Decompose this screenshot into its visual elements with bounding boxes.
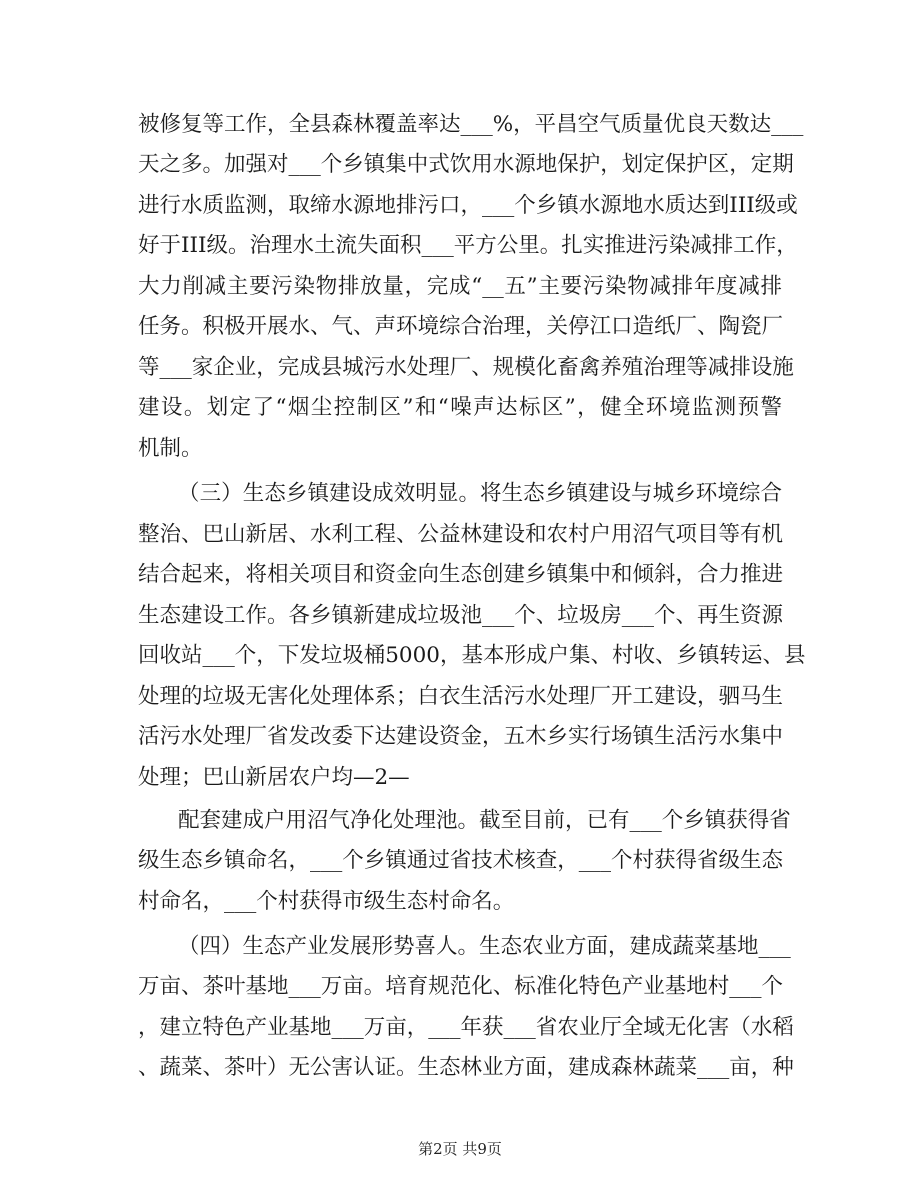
text-line: 好于III级。治理水土流失面积___平方公里。扎实推进污染减排工作， <box>138 233 798 258</box>
paragraph-heading-line: （三）生态乡镇建设成效明显。将生态乡镇建设与城乡环境综合 <box>178 481 782 506</box>
text-line: 村命名，___个村获得市级生态村命名。 <box>138 889 515 914</box>
text-line: 大力削减主要污染物排放量，完成“__五”主要污染物减排年度减排 <box>138 274 782 299</box>
text-line: 等___家企业，完成县城污水处理厂、规模化畜禽养殖治理等减排设施 <box>138 355 794 380</box>
text-line: 天之多。加强对___个乡镇集中式饮用水源地保护，划定保护区，定期 <box>138 152 794 177</box>
text-line: 活污水处理厂省发改委下达建设资金，五木乡实行场镇生活污水集中 <box>138 724 784 749</box>
text-line: ，建立特色产业基地___万亩，___年获___省农业厅全域无化害（水稻 <box>138 1015 794 1040</box>
text-line: 处理的垃圾无害化处理体系；白衣生活污水处理厂开工建设，驷马生 <box>138 684 784 709</box>
text-line: 配套建成户用沼气净化处理池。截至目前，已有___个乡镇获得省 <box>178 808 791 833</box>
text-line: 生态建设工作。各乡镇新建成垃圾池___个、垃圾房___个、再生资源 <box>138 603 784 628</box>
text-line: 回收站___个，下发垃圾桶5000，基本形成户集、村收、乡镇转运、县 <box>138 643 806 668</box>
text-line: 机制。 <box>138 436 203 461</box>
text-line: 、蔬菜、茶叶）无公害认证。生态林业方面，建成森林蔬菜___亩，种 <box>138 1055 794 1080</box>
text-line: 处理；巴山新居农户均—2— <box>138 765 410 790</box>
text-line: 任务。积极开展水、气、声环境综合治理，关停江口造纸厂、陶瓷厂 <box>138 314 784 339</box>
text-line: 被修复等工作，全县森林覆盖率达___%，平昌空气质量优良天数达___ <box>138 112 804 137</box>
text-line: 万亩、茶叶基地___万亩。培育规范化、标准化特色产业基地村___个 <box>138 974 784 999</box>
text-line: 级生态乡镇命名，___个乡镇通过省技术核查，___个村获得省级生态 <box>138 848 784 873</box>
page-number-footer: 第2页 共9页 <box>418 1140 502 1158</box>
text-line: 结合起来，将相关项目和资金向生态创建乡镇集中和倾斜，合力推进 <box>138 562 784 587</box>
text-line: 整治、巴山新居、水利工程、公益林建设和农村户用沼气项目等有机 <box>138 522 784 547</box>
text-line: 建设。划定了“烟尘控制区”和“噪声达标区”，健全环境监测预警 <box>138 395 782 420</box>
paragraph-heading-line: （四）生态产业发展形势喜人。生态农业方面，建成蔬菜基地___ <box>178 934 791 959</box>
text-line: 进行水质监测，取缔水源地排污口，___个乡镇水源地水质达到III级或 <box>138 193 798 218</box>
